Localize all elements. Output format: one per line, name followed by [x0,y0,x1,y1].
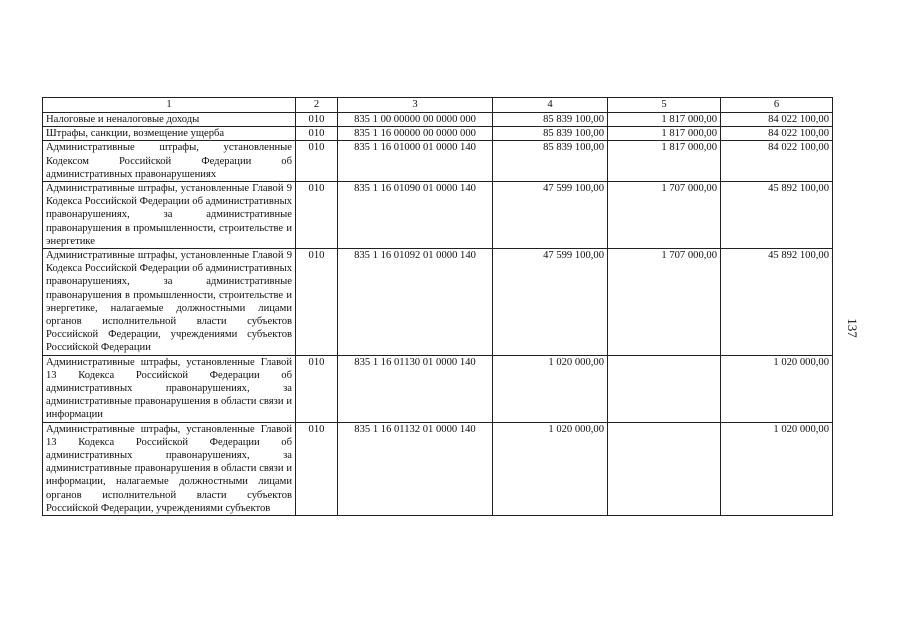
table-row [43,422,833,515]
row-col5: 1 817 000,00 [608,141,721,182]
row-col6: 84 022 100,00 [721,141,833,182]
table-row [43,127,833,141]
row-col5: 1 707 000,00 [608,182,721,249]
table-body [43,113,833,516]
row-kbk: 835 1 16 00000 00 0000 000 [338,127,493,141]
row-kbk: 835 1 00 00000 00 0000 000 [338,113,493,127]
row-name: Административные штрафы, установленные Главой 9 Кодекса Российской Федерации об административных правонарушениях, за административные правонарушения в промышленности, строительстве и энергетике, налагаемые должностными лицами органов исполнительной власти субъектов Российской Федерации, учреждениями субъектов Российской Федерации [43,249,296,356]
header-col-2: 2 [296,98,338,113]
header-col-4: 4 [493,98,608,113]
row-code: 010 [296,355,338,422]
row-col5 [608,355,721,422]
row-col4: 85 839 100,00 [493,113,608,127]
row-name: Налоговые и неналоговые доходы [43,113,296,127]
row-col6: 45 892 100,00 [721,182,833,249]
page-number-text: 137 [845,318,860,338]
header-col-5: 5 [608,98,721,113]
row-col4: 47 599 100,00 [493,182,608,249]
table-row [43,249,833,356]
row-col5: 1 817 000,00 [608,113,721,127]
row-col5: 1 707 000,00 [608,249,721,356]
row-code: 010 [296,422,338,515]
page-number [842,310,862,346]
table-row [43,182,833,249]
row-kbk: 835 1 16 01132 01 0000 140 [338,422,493,515]
row-code: 010 [296,127,338,141]
header-col-1: 1 [43,98,296,113]
row-col6: 84 022 100,00 [721,127,833,141]
header-col-3: 3 [338,98,493,113]
row-col6: 45 892 100,00 [721,249,833,356]
row-code: 010 [296,113,338,127]
row-col5 [608,422,721,515]
row-col4: 47 599 100,00 [493,249,608,356]
table-header [43,98,833,113]
row-code: 010 [296,182,338,249]
row-name: Административные штрафы, установленные Главой 13 Кодекса Российской Федерации об административных правонарушениях, за административные правонарушения в области связи и информации, налагаемые должностными лицами органов исполнительной власти субъектов Российской Федерации, учреждениями субъектов [43,422,296,515]
table-row [43,355,833,422]
row-col4: 85 839 100,00 [493,141,608,182]
row-name: Административные штрафы, установленные Главой 9 Кодекса Российской Федерации об административных правонарушениях, за административные правонарушения в промышленности, строительстве и энергетике [43,182,296,249]
budget-revenue-table [42,97,833,516]
row-code: 010 [296,141,338,182]
row-col5: 1 817 000,00 [608,127,721,141]
header-col-6: 6 [721,98,833,113]
row-name: Административные штрафы, установленные Кодексом Российской Федерации об административных правонарушениях [43,141,296,182]
row-code: 010 [296,249,338,356]
row-col6: 1 020 000,00 [721,422,833,515]
row-col4: 1 020 000,00 [493,422,608,515]
row-kbk: 835 1 16 01090 01 0000 140 [338,182,493,249]
row-kbk: 835 1 16 01000 01 0000 140 [338,141,493,182]
row-col4: 85 839 100,00 [493,127,608,141]
row-col4: 1 020 000,00 [493,355,608,422]
header-row [43,98,833,113]
row-col6: 84 022 100,00 [721,113,833,127]
row-kbk: 835 1 16 01092 01 0000 140 [338,249,493,356]
table-row [43,141,833,182]
row-name: Административные штрафы, установленные Главой 13 Кодекса Российской Федерации об административных правонарушениях, за административные правонарушения в области связи и информации [43,355,296,422]
row-kbk: 835 1 16 01130 01 0000 140 [338,355,493,422]
row-name: Штрафы, санкции, возмещение ущерба [43,127,296,141]
row-col6: 1 020 000,00 [721,355,833,422]
table-row [43,113,833,127]
